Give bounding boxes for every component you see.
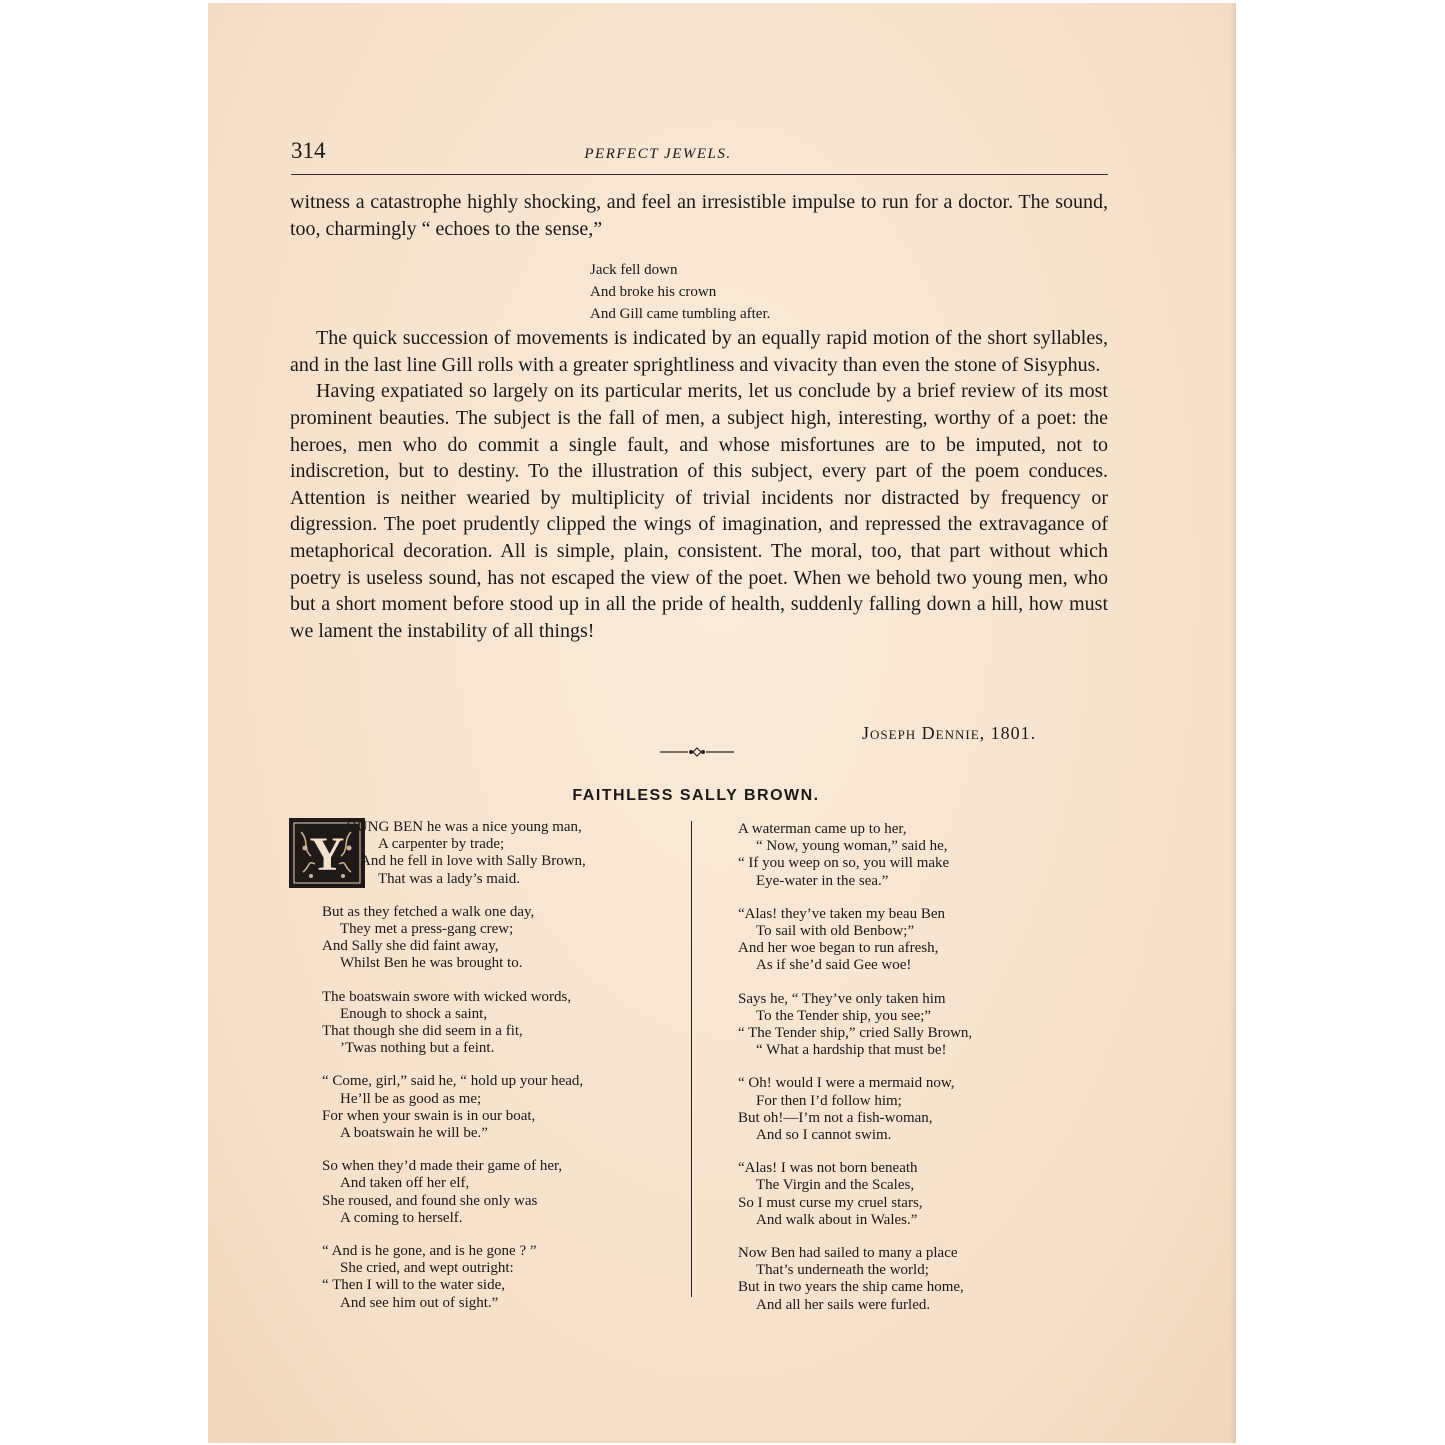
poem-line: The boatswain swore with wicked words, — [322, 988, 572, 1005]
stanza — [322, 1158, 682, 1227]
poem-line: And taken off her elf, — [340, 1175, 470, 1192]
poem-line: Eye-water in the sea.” — [756, 872, 889, 889]
poem-line: So I must curse my cruel stars, — [738, 1194, 923, 1211]
poem-line: For then I’d follow him; — [756, 1092, 902, 1109]
running-title: PERFECT JEWELS. — [584, 146, 732, 162]
poem-line: He’ll be as good as me; — [340, 1090, 482, 1107]
poem-line: Enough to shock a saint, — [340, 1005, 488, 1022]
poem-line: “ The Tender ship,” cried Sally Brown, — [738, 1025, 973, 1042]
poem-line: And see him out of sight.” — [340, 1294, 499, 1311]
poem-line: OUNG BEN he was a nice young man, — [346, 819, 582, 835]
stanza — [322, 1073, 682, 1142]
prose-paragraph-3: Having expatiated so largely on its particular merits, let us conclude by a brief review of its most prominent beauties. The subject is the fall of men, a subject high, interesting, worthy of a poet: the heroes, men who do commit a single fault, and whose misfortunes are to be imputed, not to indiscretion, but to destiny. To the illustration of this subject, every part of the poem conduces. Attention is neither wearied by multiplicity of trivial incidents nor distracted by frequency or digression. The poet prudently clipped the wings of imagination, and repressed the extravagance of metaphorical decoration. All is simple, plain, consistent. The moral, too, that part without which poetry is useless sound, has not escaped the view of the poet. When we behold two young men, who but a short moment before stood up in all the pride of health, suddenly falling down a hill, how must we lament the instability of all things! — [290, 380, 1108, 642]
poem-line: Says he, “ They’ve only taken him — [738, 990, 946, 1007]
poem-line: And all her sails were furled. — [756, 1296, 931, 1313]
poem-line: They met a press-gang crew; — [340, 921, 514, 938]
poem-line: ’Twas nothing but a feint. — [340, 1040, 495, 1057]
poem-line: “ Come, girl,” said he, “ hold up your head, — [322, 1073, 584, 1090]
poem-line: “Alas! they’ve taken my beau Ben — [738, 905, 946, 922]
dropcap-letter: Y — [309, 828, 345, 881]
stanza — [738, 906, 1098, 975]
poem-line: That though she did seem in a fit, — [322, 1023, 523, 1040]
poem-line: A coming to herself. — [340, 1209, 463, 1226]
poem-line: As if she’d said Gee woe! — [756, 957, 912, 974]
prose-body — [290, 189, 1108, 644]
prose-paragraph-2: The quick succession of movements is indicated by an equally rapid motion of the short syllables, and in the last line Gill rolls with a greater sprightliness and vivacity than even the stone of Sisyphus. — [290, 327, 1108, 376]
poem-line: She roused, and found she only was — [322, 1192, 538, 1209]
poem-line: A boatswain he will be.” — [340, 1125, 488, 1142]
nursery-rhyme-quote — [590, 259, 770, 325]
poem-line: “ Oh! would I were a mermaid now, — [738, 1075, 955, 1092]
poem-line: To the Tender ship, you see;” — [756, 1007, 932, 1024]
attribution: Joseph Dennie, 1801. — [862, 723, 1037, 743]
poem-line: And Sally she did faint away, — [322, 938, 499, 955]
poem-line: “ Then I will to the water side, — [322, 1277, 506, 1294]
column-divider — [691, 821, 692, 1297]
poem-line: The Virgin and the Scales, — [756, 1177, 915, 1194]
quote-line: And broke his crown — [590, 284, 717, 300]
poem-line: That was a lady’s maid. — [378, 870, 521, 887]
poem-line: To sail with old Benbow;” — [756, 923, 915, 940]
stanza — [322, 1243, 682, 1312]
prose-paragraph-1: witness a catastrophe highly shocking, and feel an irresistible impulse to run for a doctor. The sound, too, charmingly “ echoes to the sense,” — [290, 191, 1108, 240]
poem-line: Now Ben had sailed to many a place — [738, 1245, 958, 1262]
poem-line: She cried, and wept outright: — [340, 1260, 514, 1277]
stanza — [738, 991, 1098, 1060]
poem-line: And so I cannot swim. — [756, 1127, 892, 1144]
poem-line: “ What a hardship that must be! — [756, 1042, 947, 1059]
poem-line: And he fell in love with Sally Brown, — [360, 853, 586, 870]
poem-line: A waterman came up to her, — [738, 821, 907, 837]
poem-left-column — [322, 819, 682, 1328]
poem-line: “ Now, young woman,” said he, — [756, 838, 948, 855]
poem-line: But as they fetched a walk one day, — [322, 903, 535, 920]
poem-line: But oh!—I’m not a fish-woman, — [738, 1109, 933, 1126]
poem-line: And her woe began to run afresh, — [738, 940, 939, 957]
header-rule — [291, 174, 1108, 175]
poem-line: And walk about in Wales.” — [756, 1211, 918, 1228]
poem-title: FAITHLESS SALLY BROWN. — [572, 787, 820, 804]
poem-line: But in two years the ship came home, — [738, 1279, 964, 1296]
section-ornament — [660, 745, 734, 759]
poem-right-column — [738, 821, 1098, 1330]
quote-line: And Gill came tumbling after. — [590, 306, 771, 322]
page-edge-shadow — [1230, 3, 1236, 1443]
book-page — [208, 3, 1236, 1443]
poem-line: Whilst Ben he was brought to. — [340, 955, 523, 972]
poem-line: “Alas! I was not born beneath — [738, 1160, 918, 1177]
stanza — [322, 904, 682, 973]
stanza — [322, 989, 682, 1058]
stanza — [738, 821, 1098, 890]
quote-line: Jack fell down — [590, 262, 678, 278]
poem-line: For when your swain is in our boat, — [322, 1107, 536, 1124]
poem-line: “ If you weep on so, you will make — [738, 855, 950, 872]
stanza — [738, 1075, 1098, 1144]
poem-line: So when they’d made their game of her, — [322, 1158, 563, 1175]
stanza — [738, 1245, 1098, 1314]
stanza — [322, 819, 682, 888]
stanza — [738, 1160, 1098, 1229]
page-number: 314 — [291, 138, 326, 163]
poem-line: “ And is he gone, and is he gone ? ” — [322, 1243, 537, 1260]
poem-line: A carpenter by trade; — [378, 836, 505, 853]
poem-line: That’s underneath the world; — [756, 1262, 929, 1279]
